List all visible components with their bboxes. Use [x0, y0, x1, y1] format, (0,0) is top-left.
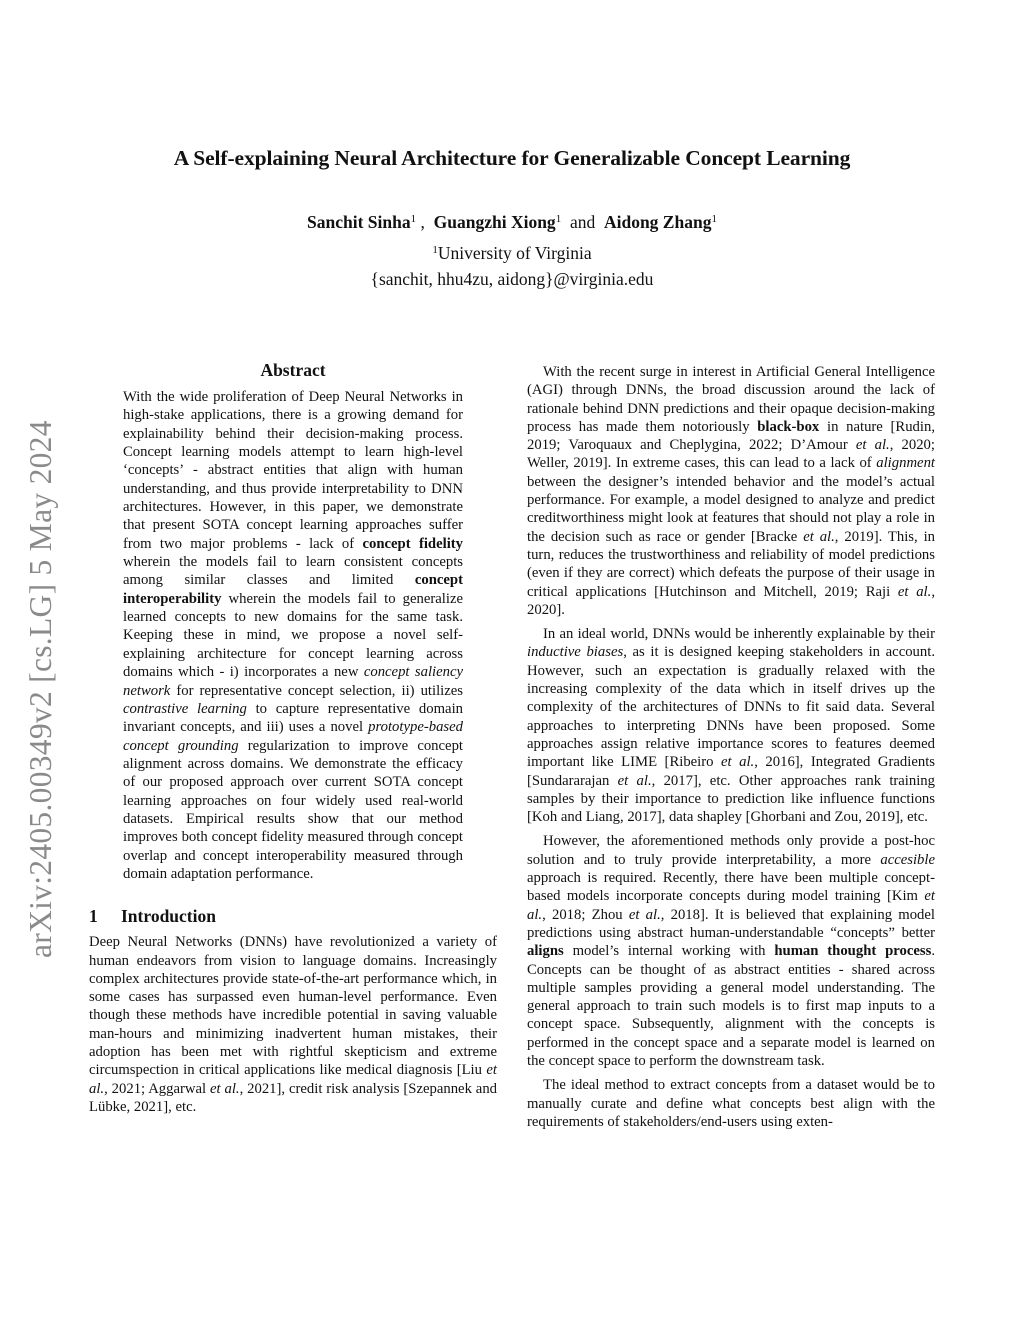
- affiliation: [0, 243, 1024, 264]
- affiliation-name: University of Virginia: [437, 243, 592, 263]
- affiliation-mark: 1: [555, 213, 562, 225]
- body-paragraph: The ideal method to extract concepts from a dataset would be to manually curate and define what concepts best align with the requirements of stakeholders/end-users using exten-: [527, 1077, 935, 1130]
- author-emails: {sanchit, hhu4zu, aidong}@virginia.edu: [370, 269, 654, 289]
- abstract-text: With the wide proliferation of Deep Neural Networks in high-stake applications, there is a growing demand for explainability behind their decision-making process. Concept learning models attempt to learn high-level ‘concepts’ - abstract entities that align with human understanding, and thus provide interpretability to DNN architectures. However, in this paper, we demonstrate that present SOTA concept learning approaches suffer from two major problems - lack of concept fidelity wherein the models fail to learn consistent concepts among similar classes and limited concept interoperability wherein the models fail to generalize learned concepts to new domains for the same task. Keeping these in mind, we propose a novel self-explaining architecture for concept learning across domains which - i) incorporates a new concept saliency network for representative concept selection, ii) utilizes contrastive learning to capture representative domain invariant concepts, and iii) uses a novel prototype-based concept grounding regularization to improve concept alignment across domains. We demonstrate the efficacy of our proposed approach over current SOTA concept learning approaches on four widely used real-world datasets. Empirical results show that our method improves both concept fidelity measured through concept overlap and concept interoperability measured through domain adaptation performance.: [123, 389, 464, 882]
- author-separator: ,: [420, 212, 425, 232]
- author-separator: and: [569, 212, 596, 232]
- author-name: Guangzhi Xiong: [433, 212, 556, 232]
- body-paragraph: However, the aforementioned methods only provide a post-hoc solution and to truly provide interpretability, a more accesible approach is required. Recently, there have been multiple concept-based models incorporate concepts during model training [Kim et al., 2018; Zhou et al., 2018]. It is believed that explaining model predictions using abstract human-understandable “concepts” better aligns model’s internal working with human thought process. Concepts can be thought of as abstract entities - shared across multiple samples providing a general model understanding. The general approach to train such models is to first map inputs to a concept space. Subsequently, alignment with the concepts is performed in the concept space and a separate model is learned on the concept space to perform the downstream task.: [527, 833, 935, 1069]
- arxiv-stamp: arXiv:2405.00349v2 [cs.LG] 5 May 2024: [23, 420, 58, 958]
- abstract-heading: Abstract: [260, 360, 326, 380]
- section-heading-introduction: [89, 906, 497, 927]
- section-title: Introduction: [121, 906, 216, 927]
- affiliation-mark: 1: [410, 213, 417, 225]
- author-list: [0, 212, 1024, 233]
- affiliation-mark: 1: [711, 213, 717, 225]
- body-paragraph: In an ideal world, DNNs would be inherently explainable by their inductive biases, as it is designed keeping stakeholders in account. However, such an expectation is gradually relaxed with the increasing complexity of the data which in itself drives up the complexity of the architectures of DNNs to fit said data. Several approaches to interpreting DNNs have been proposed. Some approaches assign relative importance scores to features deemed important like LIME [Ribeiro et al., 2016], Integrated Gradients [Sundararajan et al., 2017], etc. Other approaches rank training samples by their importance to prediction like influence functions [Koh and Liang, 2017], data shapley [Ghorbani and Zou, 2019], etc.: [527, 626, 935, 826]
- author-name: Aidong Zhang: [603, 212, 712, 232]
- intro-paragraph: Deep Neural Networks (DNNs) have revolutionized a variety of human endeavors from vision to language domains. Increasingly complex architectures provide state-of-the-art performance which, in some cases has surpassed even human-level performance. Even though these methods have incredible potential in saving valuable man-hours and minimizing inadvertent human mistakes, their adoption has been met with rightful skepticism and extreme circumspection in critical applications like medical diagnosis [Liu et al., 2021; Aggarwal et al., 2021], credit risk analysis [Szepannek and Lübke, 2021], etc.: [89, 934, 498, 1115]
- body-paragraph: With the recent surge in interest in Artificial General Intelligence (AGI) through DNNs, the broad discussion around the lack of rationale behind DNN predictions and their opaque decision-making process has made them notoriously black-box in nature [Rudin, 2019; Varoquaux and Cheplygina, 2022; D’Amour et al., 2020; Weller, 2019]. In extreme cases, this can lead to a lack of alignment between the designer’s intended behavior and the model’s actual performance. For example, a model designed to analyze and predict creditworthiness might look at features that should not play a role in the decision such as race or gender [Bracke et al., 2019]. This, in turn, reduces the trustworthiness and reliability of model predictions (even if they are correct) which defeats the purpose of their usage in critical applications [Hutchinson and Mitchell, 2019; Raji et al., 2020].: [527, 364, 935, 618]
- left-column: [89, 360, 497, 1116]
- author-name: Sanchit Sinha: [307, 212, 411, 232]
- paper-title: A Self-explaining Neural Architecture for Generalizable Concept Learning: [173, 146, 851, 170]
- right-column: [527, 363, 935, 1137]
- section-number: 1: [89, 906, 98, 927]
- affiliation-mark: 1: [432, 244, 438, 256]
